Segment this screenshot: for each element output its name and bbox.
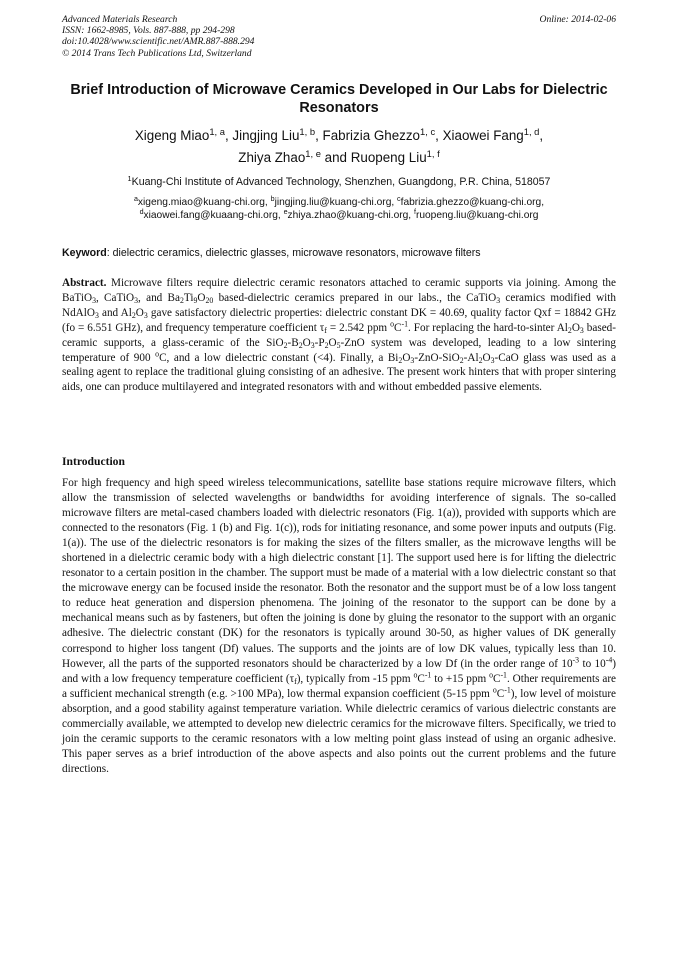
author-marker: 1, f [426, 148, 440, 159]
abstract-text: based-dielectric ceramics prepared in our labs., the CaTiO [213, 291, 497, 304]
abstract [62, 276, 616, 395]
affiliation-text: Kuang-Chi Institute of Advanced Technology, Shenzhen, Guangdong, P.R. China, 518057 [131, 176, 551, 188]
subscript: 3 [490, 355, 495, 365]
abstract-text: O [328, 336, 337, 349]
abstract-text: -P [314, 336, 325, 349]
abstract-text: O [482, 351, 491, 364]
subscript: 3 [410, 355, 415, 365]
online-date: Online: 2014-02-06 [539, 14, 616, 25]
abstract-text: C [394, 321, 402, 334]
abstract-text: gave satisfactory dielectric properties: dielectric constant DK = 40.69, quality factor Qxf = 18842 GHz (fo = 6.551 GHz), and frequency temperature coefficient τ [62, 306, 616, 334]
section-heading-introduction: Introduction [62, 455, 125, 468]
email-marker: e [283, 208, 288, 217]
journal-copyright: © 2014 Trans Tech Publications Ltd, Switzerland [62, 47, 252, 59]
author-separator: , [435, 128, 443, 143]
subscript: 3 [496, 295, 501, 305]
email-address[interactable]: xigeng.miao@kuang-chi.org, [137, 197, 271, 208]
author-separator: , [315, 128, 323, 143]
author-name: Xigeng Miao [134, 128, 210, 143]
intro-text: ) and with a low frequency temperature coefficient (τ [62, 657, 617, 685]
subscript: 2 [324, 340, 329, 350]
email-marker: a [133, 195, 138, 204]
author-marker: 1, a [209, 126, 225, 137]
email-address[interactable]: zhiya.zhao@kuang-chi.org, [287, 210, 414, 221]
journal-header [62, 14, 616, 59]
author-separator: , [224, 128, 233, 143]
abstract-text: O [197, 291, 206, 304]
affiliation-marker: 1 [127, 173, 132, 183]
abstract-text: = 2.542 ppm [326, 321, 391, 334]
superscript: -4 [605, 655, 613, 665]
subscript: 2 [478, 355, 483, 365]
author-marker: 1, d [523, 126, 540, 137]
intro-text: C [496, 687, 505, 700]
author-name: Zhiya Zhao [238, 150, 306, 165]
email-address[interactable]: jingjing.liu@kuang-chi.org, [274, 197, 398, 208]
abstract-text: -B [287, 336, 299, 349]
subscript: 5 [336, 340, 341, 350]
author-name: Fabrizia Ghezzo [322, 128, 421, 143]
author-separator: and [320, 150, 351, 165]
introduction-body [62, 476, 616, 777]
paper-title: Brief Introduction of Microwave Ceramics Developed in Our Labs for Dielectric Resonators [70, 82, 608, 116]
abstract-text: Microwave filters require dielectric ceramic resonators attached to ceramic supports via joining. Among the BaTiO [62, 277, 616, 304]
subscript: 3 [310, 340, 315, 350]
abstract-text: based-ceramic supports, a glass-ceramic of the SiO [62, 321, 617, 349]
abstract-label: Abstract. [62, 277, 107, 289]
author-list [62, 125, 616, 169]
subscript: 2 [283, 340, 288, 350]
journal-issn: ISSN: 1662-8985, Vols. 887-888, pp 294-298 [62, 25, 235, 37]
author-marker: 1, b [299, 126, 316, 137]
abstract-text: C, and a low dielectric constant (<4). Finally, a Bi [159, 351, 399, 364]
keyword-label: Keyword [62, 247, 107, 259]
subscript: 2 [567, 325, 572, 335]
superscript: o [492, 685, 497, 695]
author-name: Jingjing Liu [232, 128, 300, 143]
author-name: Ruopeng Liu [350, 150, 427, 165]
author-marker: 1, e [305, 148, 321, 159]
abstract-text: O [402, 351, 411, 364]
journal-doi: doi:10.4028/www.scientific.net/AMR.887-888.294 [62, 36, 255, 48]
subscript: 9 [193, 295, 198, 305]
superscript: -1 [500, 670, 507, 680]
subscript: 2 [179, 295, 184, 305]
subscript: f [324, 325, 327, 335]
author-marker: 1, c [420, 126, 436, 137]
superscript: o [413, 670, 418, 680]
superscript: o [390, 319, 395, 329]
subscript: 2 [398, 355, 403, 365]
intro-text: to +15 ppm [431, 672, 490, 685]
abstract-text: O [135, 306, 144, 319]
abstract-text: ceramics modified with NdAlO [62, 291, 616, 319]
intro-text: ), low level of moisture absorption, and a good stability against temperature variation. While dielectric ceramics of various dielectric constants are commercially available, we attempted to develop new dielectric ceramics for the microwave filters. Specifically, we tried to join the ceramic supports to the ceramic resonators with a low melting point glass instead of using an organic adhesive. This paper serves as a brief introduction of the above aspects and also points out the current problems and the future directions. [62, 687, 617, 775]
author-name: Xiaowei Fang [442, 128, 524, 143]
superscript: o [155, 349, 160, 359]
keywords [62, 246, 622, 260]
intro-text: ), typically from -15 ppm [296, 672, 414, 685]
abstract-text: -CaO glass was used as a sealing agent to replace the traditional gluing consisting of an adhesive. The present work hinters that with proper sintering aids, one can produce multilayered and integrated resonators with and without embedded passive elements. [62, 351, 616, 394]
subscript: 3 [143, 310, 148, 320]
intro-text: For high frequency and high speed wireless telecommunications, satellite base stations require microwave filters, which allow the transmission of selected wavelengths or bandwidths for avoiding interference of signals. The so-called microwave filters are metal-cased chambers loaded with dielectric resonators (Fig. 1(a)), provided with supports which are connected to the resonators (Fig. 1 (b) and Fig. 1(c)), rods for initiating resonance, and some power inputs and outputs (Fig. 1(a)). The use of the dielectric resonators is for making the sizes of the filters smaller, as the microwave lengths will be shortened in a dielectric ceramic body with a high dielectric constant [1]. The support used here is for lifting the dielectric resonator to a certain position in the chamber. The support must be made of a material with a low dielectric constant so that the microwave energy can be focused inside the resonator. Both the resonator and the support must be of a low loss tangent to reduce heat generation and dispersion phenomena. The joining of the resonator to the support can be done by a mechanical means such as by fasteners, but often the joining is done by gluing the resonator to the support with an organic adhesive. The dielectric constant (DK) for the resonators is typically around 30-50, as higher values of DK generally correspond to higher loss tangent (Df) values. The supports and the joints are of low DK values, typically less than 10. However, all the parts of the supported resonators should be characterized by a low Df (in the order range of 10 [62, 477, 616, 670]
superscript: -3 [572, 655, 580, 665]
abstract-text: and Al [98, 306, 132, 319]
abstract-text: . For replacing the hard-to-sinter Al [408, 321, 568, 334]
superscript: -1 [424, 670, 432, 680]
email-address[interactable]: xiaowei.fang@kuaang-chi.org, [143, 210, 284, 221]
subscript: f [294, 676, 297, 686]
abstract-text: O [571, 321, 580, 334]
author-separator: , [539, 128, 544, 143]
subscript: 3 [579, 325, 584, 335]
email-marker: b [270, 195, 275, 204]
intro-text: . Other requirements are a sufficient mechanical strength (e.g. >100 MPa), low thermal expansion coefficient (5-15 ppm [62, 672, 617, 700]
subscript: 20 [205, 295, 214, 305]
journal-name: Advanced Materials Research [62, 14, 178, 25]
subscript: 3 [94, 310, 99, 320]
abstract-text: , CaTiO [95, 291, 135, 304]
intro-text: to 10 [579, 657, 606, 670]
subscript: 2 [131, 310, 136, 320]
email-marker: d [139, 208, 144, 217]
intro-text: C [417, 672, 425, 685]
superscript: o [489, 670, 493, 680]
author-emails [62, 196, 616, 222]
abstract-text: -ZnO system was developed, leading to a low sintering temperature of 900 [62, 336, 616, 364]
email-marker: f [413, 208, 416, 217]
abstract-text: -ZnO-SiO [414, 351, 460, 364]
abstract-text: Ti [183, 291, 194, 304]
abstract-text: -Al [463, 351, 479, 364]
subscript: 3 [134, 295, 139, 305]
email-address[interactable]: ruopeng.liu@kuang-chi.org [415, 210, 539, 221]
subscript: 3 [92, 295, 96, 305]
keyword-text: : dielectric ceramics, dielectric glasses, microwave resonators, microwave filters [106, 247, 481, 259]
subscript: 2 [459, 355, 464, 365]
affiliation [62, 175, 616, 189]
email-marker: c [397, 195, 401, 204]
superscript: -1 [504, 685, 511, 695]
subscript: 2 [298, 340, 303, 350]
intro-text: C [492, 672, 501, 685]
superscript: -1 [401, 319, 409, 329]
abstract-text: , and Ba [138, 291, 180, 304]
abstract-text: O [302, 336, 311, 349]
email-address[interactable]: fabrizia.ghezzo@kuang-chi.org, [400, 197, 545, 208]
